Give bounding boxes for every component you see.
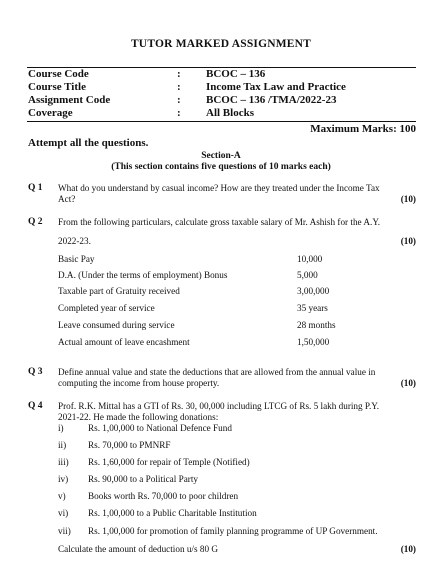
question-text-line: Act? — [58, 194, 76, 204]
question-number: Q 3 — [28, 367, 43, 377]
question-text-line: What do you understand by casual income? How are they treated under the Income Tax — [58, 183, 380, 193]
question-marks: (10) — [400, 544, 416, 554]
particular-label: Actual amount of leave encashment — [58, 337, 190, 347]
meta-bottom-rule — [27, 121, 416, 122]
section-title: Section-A — [201, 151, 241, 161]
donation-text: Rs. 1,00,000 for promotion of family planning programme of UP Government. — [88, 526, 378, 536]
meta-value-assignment-code: BCOC – 136 /TMA/2022-23 — [206, 94, 337, 106]
question-closing: Calculate the amount of deduction u/s 80 G — [58, 544, 218, 554]
question-marks: (10) — [400, 236, 416, 246]
meta-value-coverage: All Blocks — [206, 107, 254, 119]
particular-value: 28 months — [297, 320, 336, 330]
donation-number: v) — [58, 491, 66, 501]
question-marks: (10) — [400, 378, 416, 388]
particular-label: D.A. (Under the terms of employment) Bonus — [58, 270, 228, 280]
question-marks: (10) — [400, 194, 416, 204]
particular-value: 10,000 — [297, 254, 323, 264]
donation-text: Rs. 1,00,000 to a Public Charitable Institution — [88, 508, 257, 518]
donation-number: ii) — [58, 440, 67, 450]
document-title: TUTOR MARKED ASSIGNMENT — [130, 38, 312, 50]
question-text-line: From the following particulars, calculate gross taxable salary of Mr. Ashish for the A.Y. — [58, 217, 381, 227]
meta-colon: : — [177, 107, 181, 119]
meta-key-coverage: Coverage — [28, 107, 73, 119]
question-number: Q 4 — [28, 401, 43, 411]
donation-text: Books worth Rs. 70,000 to poor children — [88, 491, 239, 501]
particular-value: 5,000 — [297, 270, 318, 280]
question-text-line: computing the income from house property. — [58, 378, 220, 388]
meta-key-course-code: Course Code — [28, 68, 89, 80]
donation-text: Rs. 70,000 to PMNRF — [88, 440, 171, 450]
question-text-line: Define annual value and state the deductions that are allowed from the annual value in — [58, 367, 376, 377]
question-number: Q 2 — [28, 217, 43, 227]
particular-value: 3,00,000 — [297, 286, 330, 296]
meta-colon: : — [177, 68, 181, 80]
donation-number: vii) — [58, 526, 71, 536]
donation-number: iv) — [58, 474, 69, 484]
donation-number: vi) — [58, 508, 69, 518]
section-subtitle: (This section contains five questions of 10 marks each) — [111, 162, 331, 172]
instructions: Attempt all the questions. — [28, 137, 149, 149]
donation-number: i) — [58, 423, 64, 433]
particular-value: 35 years — [297, 303, 328, 313]
donation-number: iii) — [58, 457, 69, 467]
meta-key-assignment-code: Assignment Code — [28, 94, 111, 106]
particular-label: Completed year of service — [58, 303, 155, 313]
meta-key-course-title: Course Title — [28, 81, 86, 93]
donation-text: Rs. 1,00,000 to National Defence Fund — [88, 423, 232, 433]
question-text-line: 2022-23. — [58, 236, 91, 246]
maximum-marks: Maximum Marks: 100 — [310, 123, 416, 135]
particular-label: Leave consumed during service — [58, 320, 175, 330]
question-number: Q 1 — [28, 183, 43, 193]
particular-value: 1,50,000 — [297, 337, 330, 347]
question-text-line: 2021-22. He made the following donations: — [58, 412, 219, 422]
particular-label: Taxable part of Gratuity received — [58, 286, 180, 296]
meta-value-course-title: Income Tax Law and Practice — [206, 81, 346, 93]
question-text-line: Prof. R.K. Mittal has a GTI of Rs. 30, 00,000 including LTCG of Rs. 5 lakh during P.Y. — [58, 401, 380, 411]
donation-text: Rs. 1,60,000 for repair of Temple (Notified) — [88, 457, 250, 467]
donation-text: Rs. 90,000 to a Political Party — [88, 474, 198, 484]
meta-value-course-code: BCOC – 136 — [206, 68, 266, 80]
particular-label: Basic Pay — [58, 254, 95, 264]
meta-colon: : — [177, 94, 181, 106]
meta-colon: : — [177, 81, 181, 93]
